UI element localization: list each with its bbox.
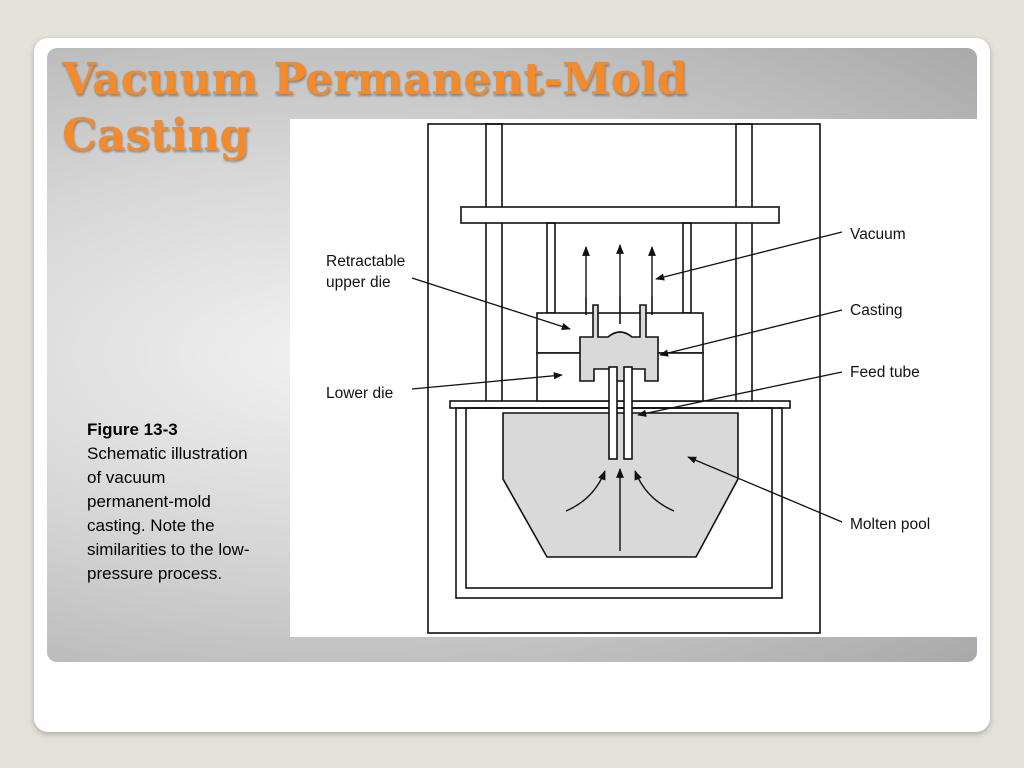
label-feed-tube: Feed tube [850,364,920,381]
label-lower-die: Lower die [326,385,394,402]
vacuum-arrows [586,245,652,297]
figure-number: Figure 13-3 [87,420,178,439]
label-vacuum: Vacuum [850,226,906,243]
label-upper-die: upper die [326,274,391,291]
label-retractable: Retractable [326,253,406,270]
feed-tube-right [624,367,632,459]
diagram-figure [290,119,977,637]
feed-tube-left [609,367,617,459]
platen [450,401,790,408]
left-post [486,124,502,404]
figure-caption [87,418,252,586]
vacuum-casting-diagram [290,119,977,637]
caption-text: Schematic illustration of vacuum permanent-mold casting. Note the similarities to the low-pressure process. [87,444,250,583]
right-guide-rod [683,223,691,313]
label-casting: Casting [850,302,903,319]
left-guide-rod [547,223,555,313]
title-line-2: Casting [62,110,251,161]
right-post [736,124,752,404]
title-line-1: Vacuum Permanent-Mold [62,54,688,105]
top-crossbar [461,207,779,223]
label-molten-pool: Molten pool [850,516,931,533]
